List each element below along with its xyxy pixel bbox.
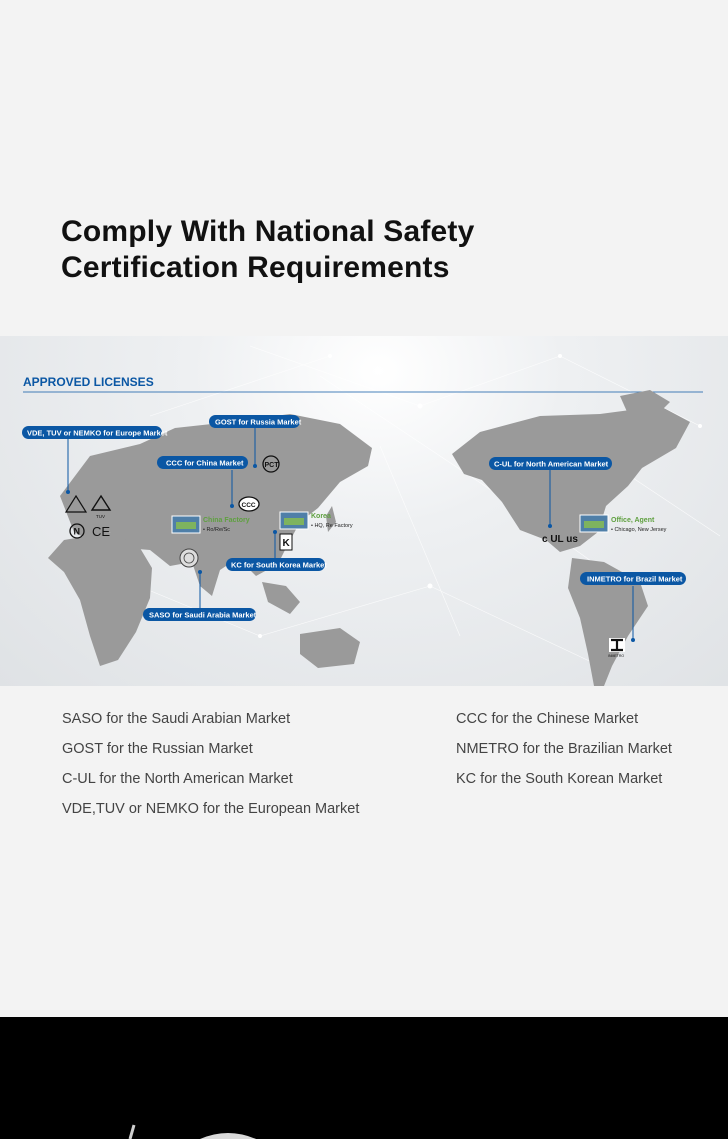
license-item: CCC for the Chinese Market (456, 711, 639, 727)
africa-shape (48, 532, 152, 666)
license-item: C-UL for the North American Market (62, 771, 293, 787)
section-title-line-1: Comply With National Safety (61, 215, 475, 248)
site-usa-detail: • Chicago, New Jersey (611, 527, 667, 533)
australia-shape (300, 628, 360, 668)
southeast-asia-shape (262, 582, 300, 614)
tag-saudi-label: SASO for Saudi Arabia Market (149, 610, 257, 620)
license-item: GOST for the Russian Market (62, 741, 253, 757)
tag-korea (226, 558, 327, 571)
tag-china-label: CCC for China Market (166, 458, 244, 468)
license-item: KC for the South Korean Market (456, 771, 663, 787)
ce-mark-icon: CE (92, 524, 111, 539)
license-item: VDE,TUV or NEMKO for the European Market (62, 801, 360, 817)
site-china-detail: • Ro/Re/Sc (203, 527, 230, 533)
saso-mark-icon (180, 549, 198, 567)
section-title (61, 214, 621, 286)
svg-text:K: K (282, 538, 290, 549)
tag-north-america-label: C-UL for North American Market (494, 459, 609, 469)
site-korea-name: Korea (311, 513, 331, 520)
approved-licenses-map (0, 336, 728, 686)
site-korea-detail: • HQ, Re Factory (311, 523, 353, 529)
tag-north-america (489, 457, 612, 470)
tag-brazil-label: INMETRO for Brazil Market (587, 574, 683, 584)
site-usa-office (580, 515, 667, 533)
licenses-column-right (456, 708, 672, 798)
ccc-mark-icon (239, 497, 259, 511)
approved-licenses-heading: APPROVED LICENSES (23, 375, 154, 389)
tag-russia (209, 415, 302, 428)
svg-text:CCC: CCC (241, 502, 256, 509)
svg-text:N: N (73, 526, 80, 537)
licenses-column-left (62, 708, 359, 828)
svg-text:PCT: PCT (264, 462, 279, 469)
product-glimpse-graphic (0, 1017, 728, 1139)
kc-mark-icon (280, 534, 292, 550)
tag-saudi (143, 608, 257, 621)
world-map-graphic (0, 336, 728, 686)
cul-mark-icon: c UL us (542, 534, 578, 545)
site-china-name: China Factory (203, 517, 250, 524)
site-usa-name: Office, Agent (611, 517, 655, 524)
tag-russia-label: GOST for Russia Market (215, 417, 302, 427)
license-item: SASO for the Saudi Arabian Market (62, 711, 291, 727)
next-section-band (0, 1017, 728, 1139)
tag-europe-label: VDE, TUV or NEMKO for Europe Market (27, 428, 168, 438)
inmetro-mark-icon (608, 638, 625, 658)
tag-korea-label: KC for South Korea Market (231, 560, 327, 570)
svg-text:TUV: TUV (96, 514, 105, 519)
tag-brazil (580, 572, 686, 585)
tag-china (157, 456, 248, 469)
tag-europe (22, 426, 168, 439)
license-item: NMETRO for the Brazilian Market (456, 741, 672, 757)
site-korea (280, 512, 353, 529)
svg-text:INMETRO: INMETRO (608, 654, 625, 658)
section-title-line-2: Certification Requirements (61, 251, 450, 284)
